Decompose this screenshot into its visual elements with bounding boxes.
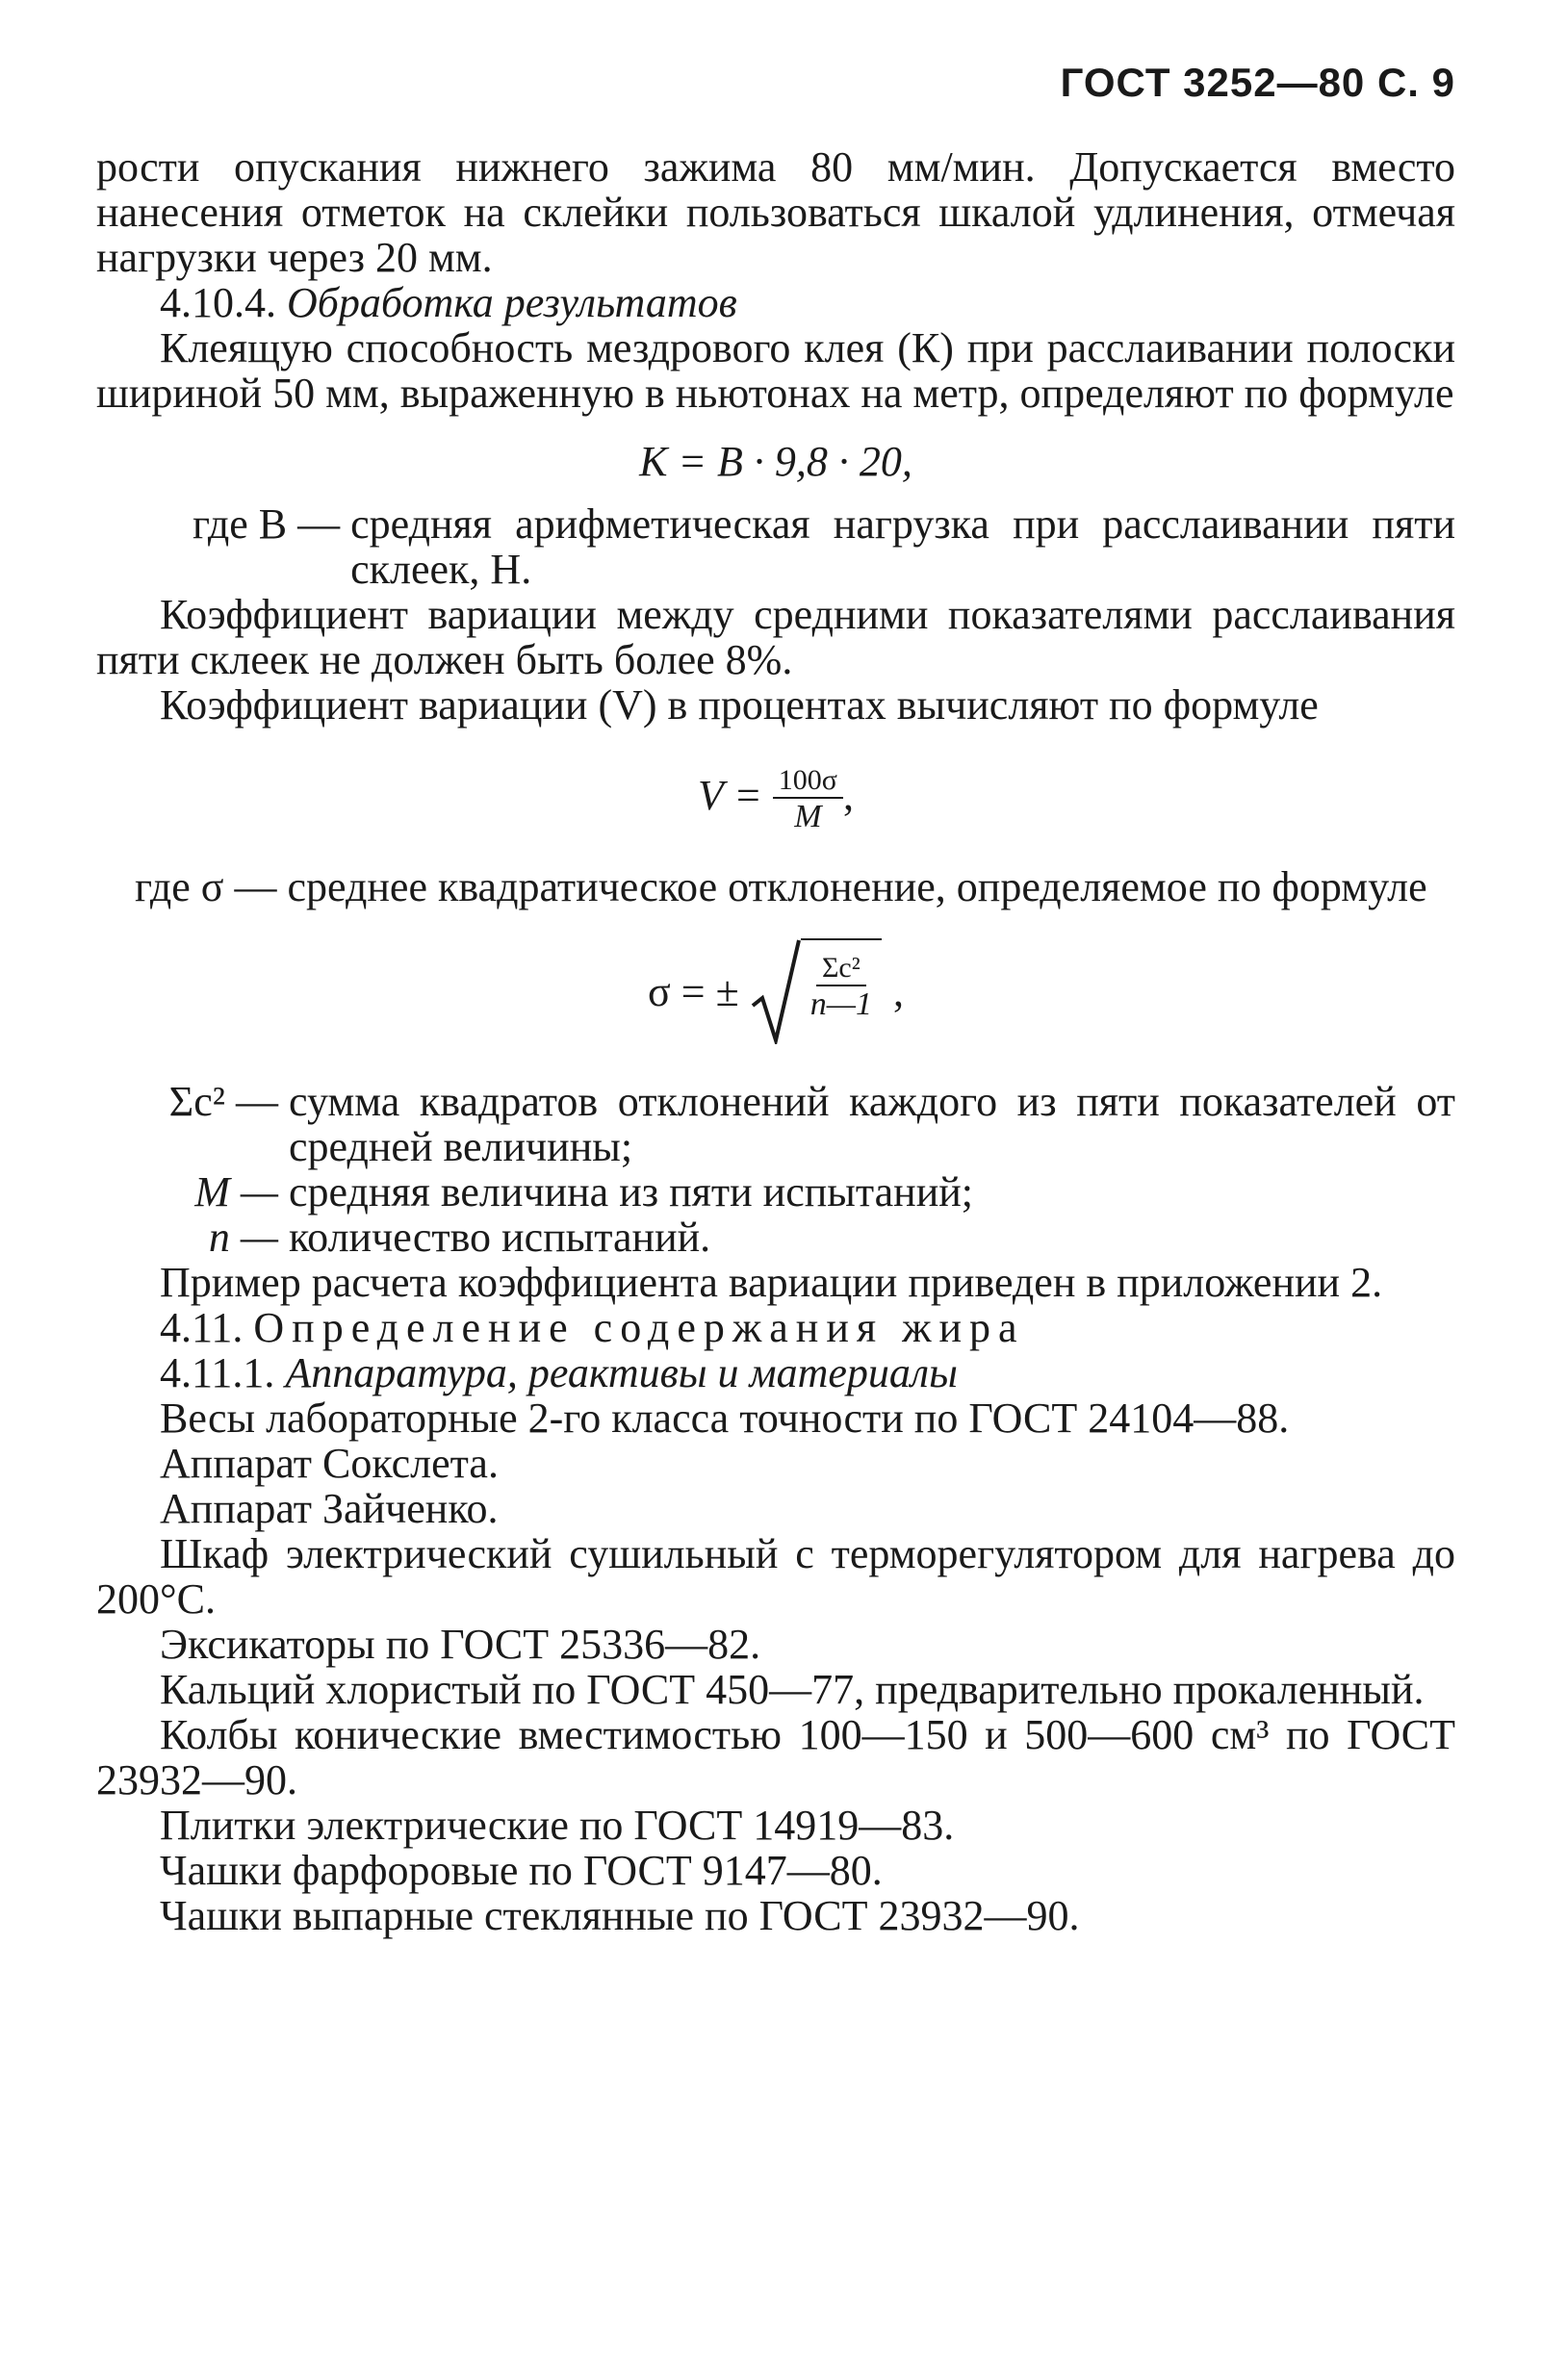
formula-v-denominator: M bbox=[794, 799, 822, 834]
definition-label-sigma: где σ — bbox=[135, 863, 288, 910]
formula-sigma-numerator: Σс² bbox=[816, 952, 866, 986]
paragraph-continuation: рости опускания нижнего зажима 80 мм/мин. Допускается вместо нанесения отметок на склейки пользоваться шкалой удлинения, отмечая нагрузки через 20 мм. bbox=[96, 143, 1455, 281]
paragraph-adhesion: Клеящую способность мездрового клея (К) при расслаивании полоски шириной 50 мм, выраженную в ньютонах на метр, определяют по формуле bbox=[96, 324, 1455, 417]
definition-text: количество испытаний. bbox=[289, 1214, 711, 1261]
section-number: 4.11.1. bbox=[160, 1349, 275, 1396]
list-item-porcelain-dishes: Чашки фарфоровые по ГОСТ 9147—80. bbox=[160, 1847, 883, 1894]
section-title: Аппаратура, реактивы и материалы bbox=[285, 1349, 958, 1396]
page-body bbox=[96, 144, 1455, 1938]
definition-sigma bbox=[96, 864, 1455, 909]
list-item-hotplates: Плитки электрические по ГОСТ 14919—83. bbox=[160, 1802, 955, 1849]
formula-v-tail: , bbox=[842, 772, 854, 820]
list-item-scales: Весы лабораторные 2-го класса точности по ГОСТ 24104—88. bbox=[160, 1395, 1290, 1442]
formula-sigma-tail: , bbox=[892, 967, 904, 1015]
paragraph-variation-formula: Коэффициент вариации (V) в процентах вычисляют по формуле bbox=[160, 681, 1319, 729]
list-item-calcium-chloride: Кальций хлористый по ГОСТ 450—77, предварительно прокаленный. bbox=[160, 1666, 1425, 1713]
definition-text: среднее квадратическое отклонение, определяемое по формуле bbox=[287, 863, 1427, 910]
definition-label-m: М — bbox=[194, 1168, 289, 1216]
section-4-10-4-heading bbox=[96, 280, 1455, 325]
section-4-11-heading bbox=[96, 1305, 1455, 1350]
radical-sign-icon bbox=[751, 938, 801, 1044]
square-root bbox=[751, 938, 882, 1044]
section-title: Обработка результатов bbox=[287, 279, 737, 326]
section-number: 4.11. bbox=[160, 1304, 244, 1351]
list-item-soxhlet: Аппарат Сокслета. bbox=[160, 1440, 499, 1487]
section-title: Определение содержания жира bbox=[253, 1304, 1025, 1351]
list-item-flasks: Колбы конические вместимостью 100—150 и 500—600 см³ по ГОСТ 23932—90. bbox=[96, 1711, 1455, 1804]
definition-n bbox=[96, 1215, 1455, 1260]
formula-sigma-denominator: n—1 bbox=[809, 986, 872, 1022]
definition-label-n: n — bbox=[208, 1214, 289, 1261]
definition-b bbox=[96, 501, 1455, 592]
formula-sigma-lhs: σ = ± bbox=[648, 967, 739, 1015]
definition-label-sum: Σс² — bbox=[168, 1078, 289, 1125]
list-item-oven: Шкаф электрический сушильный с терморегулятором для нагрева до 200°С. bbox=[96, 1530, 1455, 1623]
definition-m bbox=[96, 1169, 1455, 1215]
formula-v-lhs: V = bbox=[698, 772, 762, 820]
formula-v bbox=[96, 764, 1455, 835]
formula-sigma bbox=[96, 938, 1455, 1044]
list-item-zaichenko: Аппарат Зайченко. bbox=[160, 1485, 499, 1532]
section-number: 4.10.4. bbox=[160, 279, 276, 326]
formula-k: К = В · 9,8 · 20, bbox=[639, 438, 912, 485]
paragraph-example: Пример расчета коэффициента вариации приведен в приложении 2. bbox=[160, 1259, 1383, 1306]
definition-text: сумма квадратов отклонений каждого из пяти показателей от средней величины; bbox=[289, 1078, 1455, 1170]
paragraph-variation-limit: Коэффициент вариации между средними показателями расслаивания пяти склеек не должен быть более 8%. bbox=[96, 591, 1455, 683]
definition-sum bbox=[96, 1079, 1455, 1169]
definition-text: средняя арифметическая нагрузка при расслаивании пяти склеек, Н. bbox=[350, 500, 1455, 593]
definition-label-b: где В — bbox=[193, 500, 351, 548]
definition-text: средняя величина из пяти испытаний; bbox=[289, 1168, 974, 1216]
page-header: ГОСТ 3252—80 С. 9 bbox=[1060, 60, 1455, 105]
list-item-glass-dishes: Чашки выпарные стеклянные по ГОСТ 23932—90. bbox=[160, 1892, 1080, 1939]
section-4-11-1-heading bbox=[96, 1350, 1455, 1395]
formula-v-numerator: 100σ bbox=[773, 764, 843, 799]
radicand bbox=[801, 938, 882, 1044]
list-item-desiccators: Эксикаторы по ГОСТ 25336—82. bbox=[160, 1621, 761, 1668]
formula-sigma-fraction bbox=[810, 952, 872, 1023]
formula-v-fraction bbox=[773, 764, 843, 835]
